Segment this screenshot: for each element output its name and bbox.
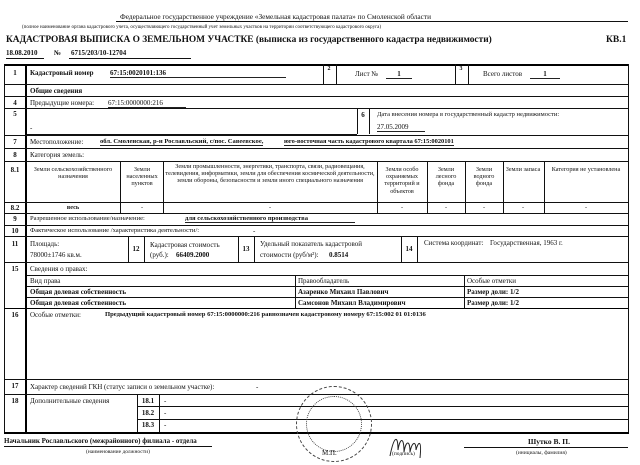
area-label: Площадь:	[30, 240, 60, 248]
specific-value-unit: стоимости (руб/м²):	[260, 251, 319, 259]
additional-info-18-2-value: -	[164, 409, 167, 417]
actual-use-label: Фактическое использование /характеристика деятельности/:	[30, 227, 200, 234]
rights-row-type: Общая долевая собственность	[30, 299, 127, 307]
row-number-7: 7	[13, 138, 17, 146]
rights-row-holder: Самсонов Михаил Владимирович	[298, 299, 406, 307]
official-position-caption: (наименование должности)	[86, 449, 150, 455]
entry-date-value: 27.05.2009	[377, 123, 425, 132]
rights-header-notes: Особые отметки	[467, 277, 516, 285]
official-name: Шутко В. П.	[528, 437, 570, 446]
specific-value-amount: 0.8514	[329, 251, 349, 259]
stamp-label: М.П.	[322, 449, 337, 457]
category-not-set: Категория не установлена	[551, 166, 621, 173]
total-sheets-value: 1	[530, 70, 560, 79]
gkn-status-label: Характер сведений ГКН (статус записи о земельном участке):	[30, 383, 215, 391]
permitted-use-label: Разрешенное использование/назначение:	[30, 215, 145, 222]
location-label: Местоположение:	[30, 138, 84, 146]
location-value-continued: юго-восточная часть кадастрового квартала 67:15:0020101	[284, 138, 454, 145]
category-water: Земли водного фонда	[473, 166, 495, 188]
cadastral-number-value: 67:15:0020101:136	[110, 69, 286, 78]
cadastral-value-unit: (руб.):	[150, 251, 169, 259]
specific-value-label: Удельный показатель кадастровой	[260, 240, 363, 248]
additional-info-label: Дополнительные сведения	[30, 397, 110, 405]
official-name-caption: (инициалы, фамилия)	[516, 450, 567, 456]
row-number-1: 1	[13, 69, 17, 77]
category-value-settlements: -	[140, 204, 144, 211]
special-notes-value: Предыдущий кадастровый номер 67:15:0000000:216 равнозначен кадастровому номеру 67:15:002 01 01:0136	[105, 311, 426, 318]
signature-caption: (подпись)	[392, 451, 415, 457]
row-number-5: 5	[13, 110, 17, 118]
general-info-heading: Общие сведения	[30, 87, 83, 95]
row-number-12: 12	[132, 245, 140, 253]
row-5-value: -	[30, 124, 33, 132]
row-number-8: 8	[13, 151, 17, 159]
cadastral-number-label: Кадастровый номер	[30, 69, 94, 77]
row-number-9: 9	[13, 215, 17, 223]
signature	[386, 430, 426, 462]
rights-row-type: Общая долевая собственность	[30, 288, 127, 296]
coordinate-system-value: Государственная, 1963 г.	[490, 239, 563, 247]
row-number-4: 4	[13, 99, 17, 107]
area-value: 78000±1746 кв.м.	[30, 251, 82, 259]
rights-header-type: Вид права	[30, 277, 61, 285]
rights-row-notes: Размер доли: 1/2	[467, 299, 519, 307]
document-title: КАДАСТРОВАЯ ВЫПИСКА О ЗЕМЕЛЬНОМ УЧАСТКЕ (выписка из государственного кадастра недвижимости)	[6, 35, 492, 45]
row-number-18-2: 18.2	[141, 409, 155, 417]
category-value-water: -	[482, 204, 486, 211]
cadastral-value-label: Кадастровая стоимость	[150, 241, 220, 249]
category-value-not-set: -	[584, 204, 588, 211]
category-value-forest: -	[444, 204, 448, 211]
row-number-2: 2	[327, 66, 331, 72]
category-industry: Земли промышленности, энергетики, транспорта, связи, радиовещания, телевидения, информатики, земли для обеспечения космической деятельности, земли обороны, безопасности и земли иного специального назначения	[165, 163, 375, 185]
land-category-label: Категория земель:	[30, 151, 85, 159]
row-number-17: 17	[11, 382, 19, 390]
document-number: 6715/203/10-12704	[71, 49, 127, 57]
row-number-13: 13	[242, 245, 250, 253]
official-position: Начальник Рославльского (межрайонного) филиала - отдела	[4, 437, 197, 445]
row-number-18-1: 18.1	[141, 397, 155, 405]
special-notes-label: Особые отметки:	[30, 311, 81, 319]
cadastral-value-amount: 66409.2000	[176, 251, 210, 259]
additional-info-18-1-value: -	[164, 397, 167, 405]
agency-name: Федеральное государственное учреждение «Земельная кадастровая палата» по Смоленской области	[120, 12, 431, 21]
category-value-protected: -	[400, 204, 404, 211]
permitted-use-value: для сельскохозяйственного производства	[185, 215, 355, 223]
location-value: обл. Смоленская, р-н Рославльский, с/пос. Савеевское,	[100, 138, 264, 145]
agency-caption: (полное наименование органа кадастрового учета, осуществляющего государственный учет земельных участков на территории соответствующего кадастрового округа)	[22, 25, 382, 30]
row-number-14: 14	[405, 245, 413, 253]
row-number-18: 18	[11, 397, 19, 405]
category-agricultural: Земли сельскохозяйственного назначения	[33, 166, 113, 181]
row-number-8-1: 8.1	[10, 166, 20, 174]
previous-numbers-label: Предыдущие номера:	[30, 99, 95, 107]
category-value-agricultural: весь	[66, 204, 80, 211]
sheet-number-value: 1	[386, 70, 412, 79]
form-code: КВ.1	[606, 35, 627, 45]
row-number-8-2: 8.2	[10, 204, 20, 212]
sheet-number-label: Лист №	[355, 70, 379, 78]
entry-date-label: Дата внесения номера в государственный кадастр недвижимости:	[377, 111, 560, 118]
row-number-15: 15	[11, 265, 19, 273]
category-value-industry: -	[268, 204, 272, 211]
row-number-18-3: 18.3	[141, 421, 155, 429]
total-sheets-label: Всего листов	[483, 70, 523, 78]
row-number-6: 6	[361, 111, 365, 119]
coordinate-system-label: Система координат:	[424, 239, 484, 247]
rights-header-holder: Правообладатель	[298, 277, 350, 285]
category-value-reserve: -	[521, 204, 525, 211]
additional-info-18-3-value: -	[164, 421, 167, 429]
category-reserve: Земли запаса	[505, 166, 541, 173]
category-settlements: Земли населенных пунктов	[126, 166, 158, 188]
actual-use-value: -	[253, 227, 256, 235]
row-number-3: 3	[459, 66, 463, 72]
row-number-11: 11	[11, 240, 19, 248]
category-protected: Земли особо охраняемых территорий и объектов	[384, 166, 420, 195]
rights-row-holder: Азаренко Михаил Павлович	[298, 288, 389, 296]
document-date: 18.08.2010	[6, 49, 38, 57]
number-sign: №	[54, 49, 62, 57]
rights-label: Сведения о правах:	[30, 265, 88, 273]
previous-numbers-value: 67:15:0000000:216	[108, 99, 186, 108]
gkn-status-value: -	[256, 383, 259, 391]
row-number-10: 10	[11, 227, 19, 235]
row-number-16: 16	[11, 311, 19, 319]
rights-row-notes: Размер доли: 1/2	[467, 288, 519, 296]
category-forest: Земли лесного фонда	[435, 166, 457, 188]
